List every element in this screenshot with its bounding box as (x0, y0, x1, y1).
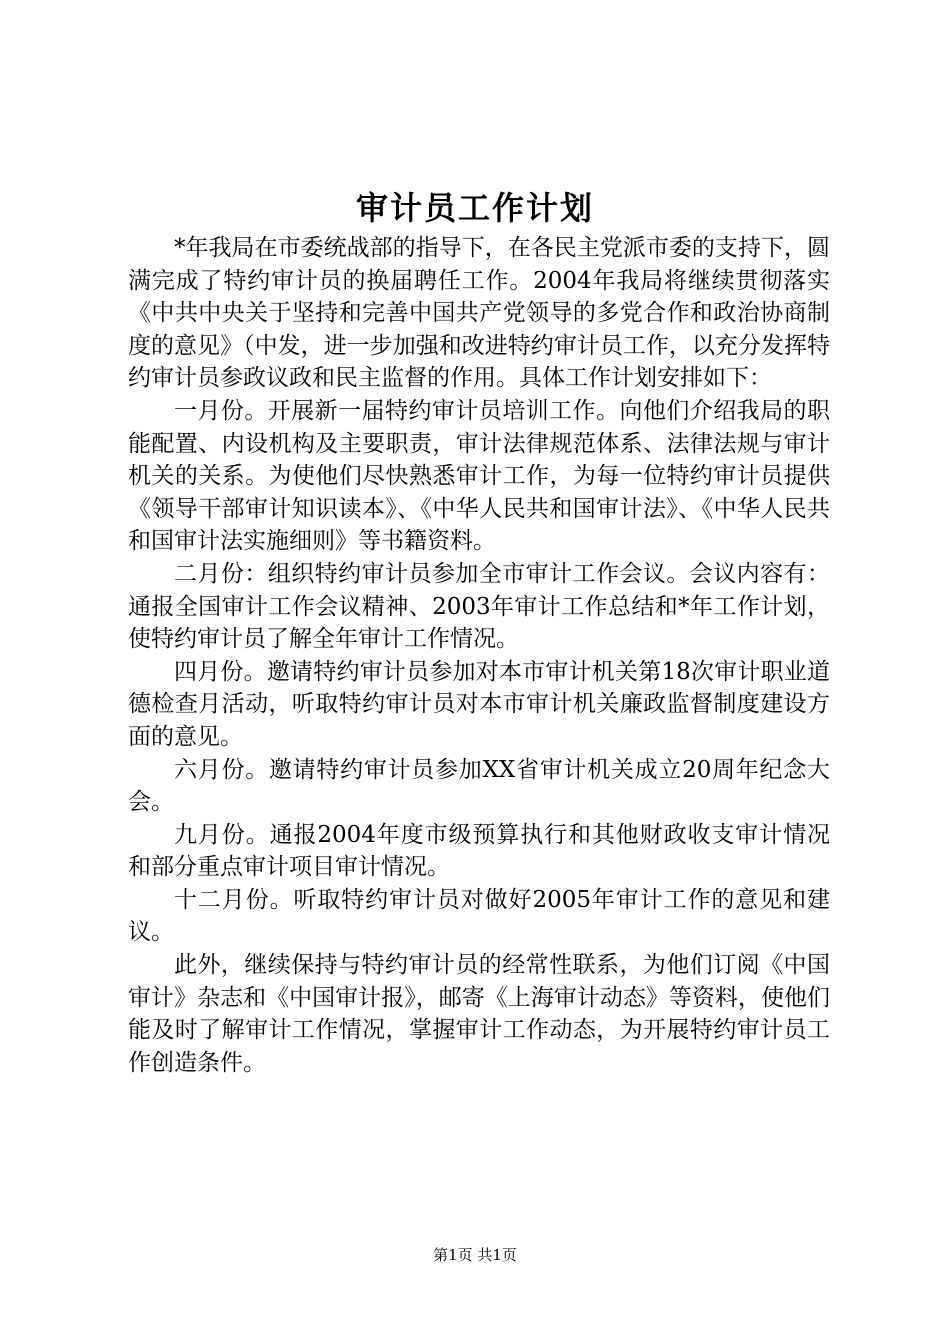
paragraph-september: 九月份。通报2004年度市级预算执行和其他财政收支审计情况和部分重点审计项目审计情况。 (128, 821, 830, 881)
paragraph-additional: 此外，继续保持与特约审计员的经常性联系，为他们订阅《中国审计》杂志和《中国审计报》，邮寄《上海审计动态》等资料，使他们能及时了解审计工作情况，掌握审计工作动态，为开展特约审计员工作创造条件。 (128, 952, 830, 1076)
paragraph-intro: *年我局在市委统战部的指导下，在各民主党派市委的支持下，圆满完成了特约审计员的换届聘任工作。2004年我局将继续贯彻落实《中共中央关于坚持和完善中国共产党领导的多党合作和政治协商制度的意见》（中发，进一步加强和改进特约审计员工作，以充分发挥特约审计员参政议政和民主监督的作用。具体工作计划安排如下： (128, 235, 830, 392)
document-body (128, 232, 830, 1079)
paragraph-april: 四月份。邀请特约审计员参加对本市审计机关第18次审计职业道德检查月活动，听取特约审计员对本市审计机关廉政监督制度建设方面的意见。 (128, 658, 830, 750)
paragraph-february: 二月份：组织特约审计员参加全市审计工作会议。会议内容有：通报全国审计工作会议精神、2003年审计工作总结和*年工作计划，使特约审计员了解全年审计工作情况。 (128, 560, 830, 653)
paragraph-january: 一月份。开展新一届特约审计员培训工作。向他们介绍我局的职能配置、内设机构及主要职责，审计法律规范体系、法律法规与审计机关的关系。为使他们尽快熟悉审计工作，为每一位特约审计员提供《领导干部审计知识读本》、《中华人民共和国审计法》、《中华人民共和国审计法实施细则》等书籍资料。 (128, 397, 830, 555)
page-number-footer: 第1页 共1页 (433, 1246, 517, 1264)
paragraph-december: 十二月份。听取特约审计员对做好2005年审计工作的意见和建议。 (128, 886, 830, 946)
paragraph-june: 六月份。邀请特约审计员参加XX省审计机关成立20周年纪念大会。 (128, 756, 830, 816)
document-title: 审计员工作计划 (355, 189, 594, 227)
